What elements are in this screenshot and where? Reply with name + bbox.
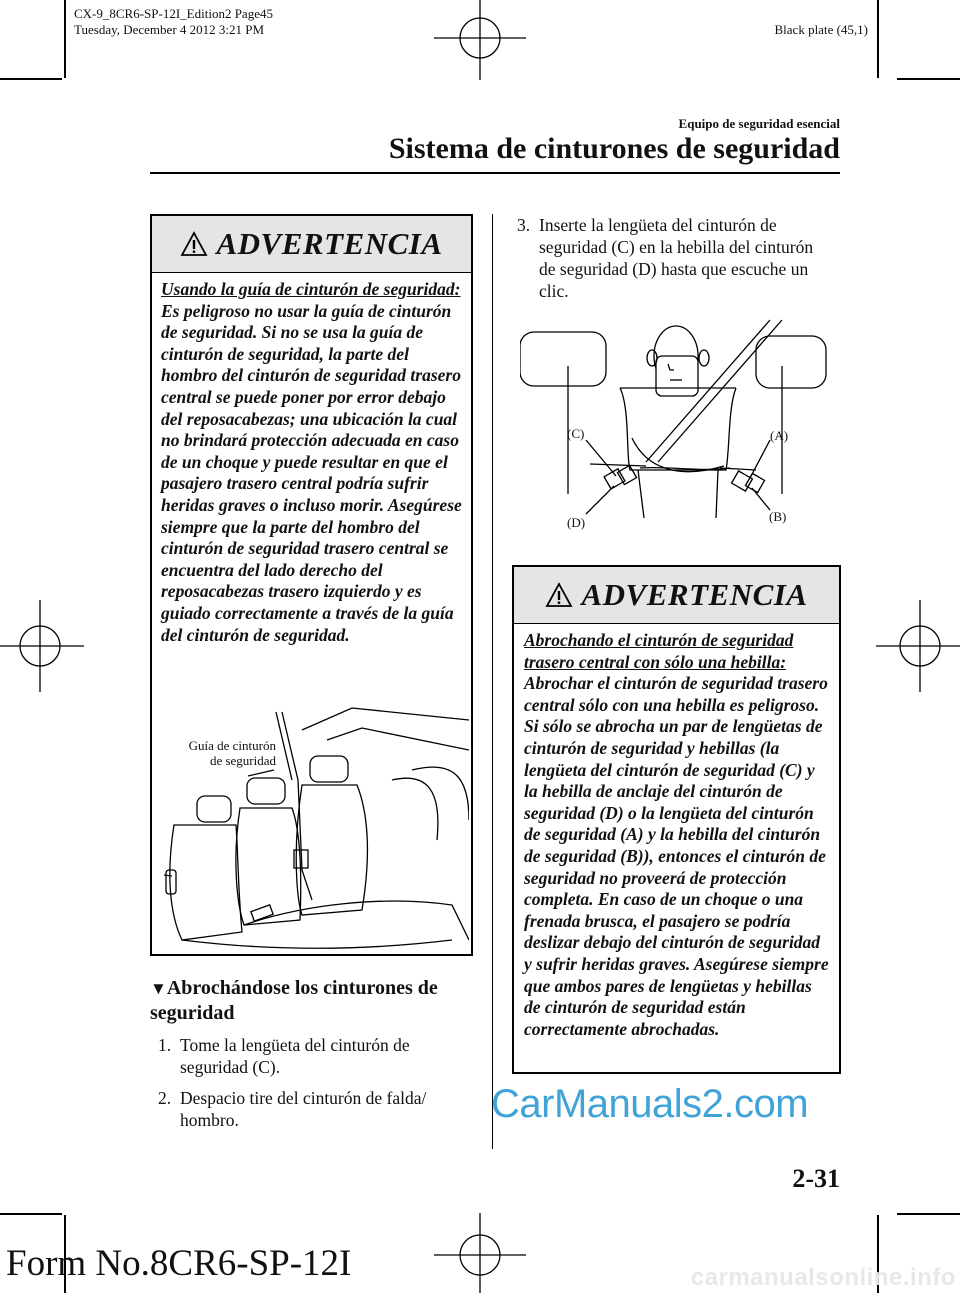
- warning-heading: Abrochando el cinturón de seguridad trasero central con sólo una hebilla:: [524, 630, 794, 672]
- label-d: (D): [567, 515, 586, 530]
- registration-mark-right: [868, 600, 960, 692]
- column-divider: [492, 214, 493, 1149]
- label-c: (C): [567, 426, 585, 441]
- printer-slug-line2: Tuesday, December 4 2012 3:21 PM: [74, 22, 265, 37]
- step-2: [158, 1087, 463, 1131]
- warning-title: ADVERTENCIA: [581, 577, 808, 612]
- warning-header: [514, 567, 839, 624]
- registration-mark-left: [0, 600, 92, 692]
- warning-text: [514, 624, 839, 1040]
- crop-mark: [897, 1213, 960, 1215]
- form-number: Form No.8CR6-SP-12I: [6, 1243, 352, 1284]
- subsection-title: Abrochándose los cinturones de seguridad: [150, 977, 438, 1024]
- step-text: Inserte la lengüeta del cinturón de seguridad (C) en la hebilla del cinturón de seguridad (D) hasta que escuche un clic.: [539, 215, 814, 301]
- step-number: 3.: [517, 215, 531, 235]
- belt-buckle-figure: [520, 318, 830, 528]
- plate-label: Black plate (45,1): [774, 22, 868, 37]
- step-text: Tome la lengüeta del cinturón de seguridad (C).: [180, 1035, 410, 1077]
- step-number: 2.: [158, 1088, 172, 1108]
- registration-mark-top: [434, 0, 526, 92]
- crop-mark: [0, 1213, 62, 1215]
- crop-mark: [897, 78, 960, 80]
- warning-triangle-icon: [180, 231, 208, 257]
- carmanuals-watermark: CarManuals2.com: [491, 1082, 809, 1126]
- page-number: 2-31: [792, 1164, 840, 1193]
- steps-left: [158, 1034, 463, 1131]
- subsection-heading: [150, 976, 470, 1026]
- crop-mark: [64, 0, 66, 78]
- warning-text: [152, 273, 471, 646]
- step-1: [158, 1034, 463, 1078]
- section-name: Equipo de seguridad esencial: [678, 116, 840, 131]
- triangle-marker-icon: ▼: [150, 979, 167, 998]
- printer-slug: [74, 6, 273, 38]
- warning-header: [152, 216, 471, 273]
- steps-right: [517, 214, 829, 302]
- belt-guide-label: [168, 738, 276, 768]
- warning-box-1: [150, 214, 473, 956]
- belt-guide-label-line1: Guía de cinturón: [188, 738, 276, 753]
- step-text: Despacio tire del cinturón de falda/ hombro.: [180, 1088, 427, 1130]
- warning-body: Abrochar el cinturón de seguridad trasero central sólo con una hebilla es peligroso. Si sólo se abrocha un par de lengüetas de cinturón de seguridad y hebillas (la lengüeta del cinturón de seguridad (C) y la hebilla de anclaje del cinturón de seguridad (D) o la lengüeta del cinturón de seguridad (A) y la hebilla del cinturón de seguridad (B)), entonces el cinturón de seguridad no proveerá de protección completa. En caso de un choque o una frenada brusca, el pasajero se podría deslizar debajo del cinturón de seguridad y sufrir heridas graves. Asegúrese siempre que ambos pares de lengüetas y hebillas de cinturón de seguridad están correctamente abrochadas.: [524, 673, 829, 1039]
- printer-slug-line1: CX-9_8CR6-SP-12I_Edition2 Page45: [74, 6, 273, 21]
- crop-mark: [877, 0, 879, 78]
- warning-title: ADVERTENCIA: [216, 226, 443, 261]
- belt-guide-label-line2: de seguridad: [209, 753, 276, 768]
- site-watermark: carmanualsonline.info: [690, 1264, 956, 1291]
- label-a: (A): [770, 428, 789, 443]
- section-title: Sistema de cinturones de seguridad: [388, 132, 840, 165]
- warning-triangle-icon: [545, 582, 573, 608]
- warning-heading: Usando la guía de cinturón de seguridad:: [161, 279, 461, 299]
- crop-mark: [0, 78, 62, 80]
- label-b: (B): [769, 509, 787, 524]
- warning-box-2: [512, 565, 841, 1074]
- step-number: 1.: [158, 1035, 172, 1055]
- warning-body: Es peligroso no usar la guía de cinturón de seguridad. Si no se usa la guía de cinturón de seguridad, la parte del hombro del cinturón de seguridad trasero central se puede poner por error debajo del reposacabezas; una ubicación la cual no brindará protección adecuada en caso de un choque y puede resultar en que el pasajero trasero central podría sufrir heridas graves o incluso morir. Asegúrese siempre que la parte del hombro del cinturón de seguridad trasero central se encuentra del lado derecho del reposacabezas trasero izquierdo y es guiado correctamente a través de la guía del cinturón de seguridad.: [161, 300, 462, 645]
- step-3: [517, 214, 829, 302]
- registration-mark-bottom: [434, 1201, 526, 1293]
- header-rule: [150, 172, 840, 174]
